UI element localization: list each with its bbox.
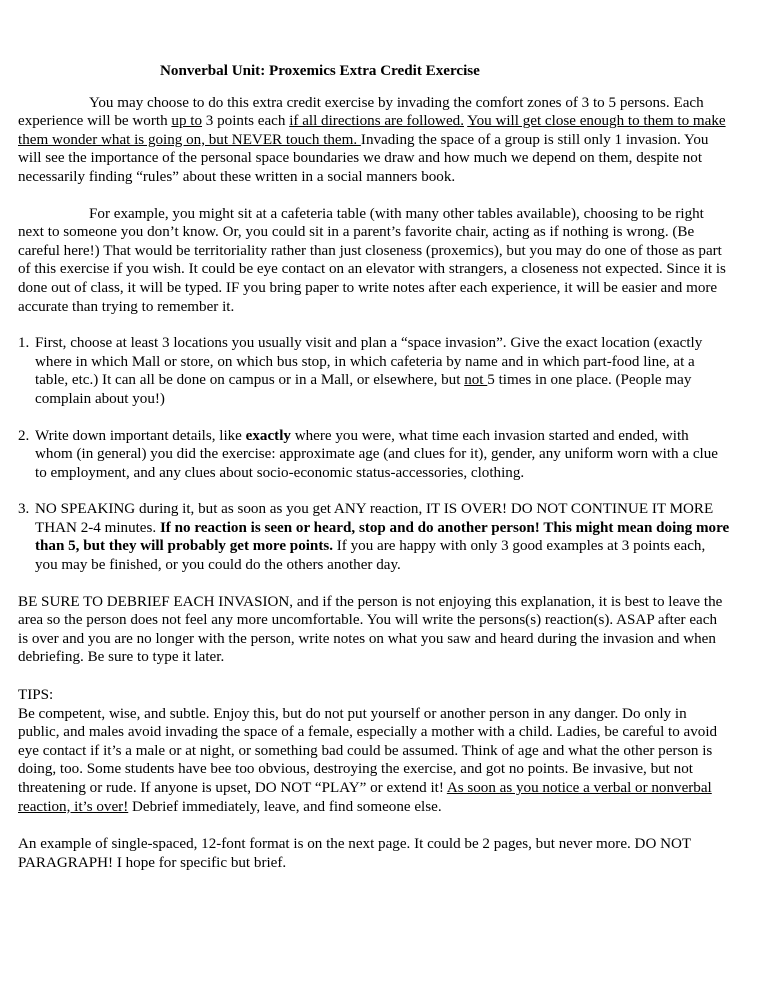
tips-paragraph xyxy=(18,686,730,816)
tips-text-b: Debrief immediately, leave, and find someone else. xyxy=(128,798,442,815)
tips-text-a: Be competent, wise, and subtle. Enjoy this, but do not put yourself or another person in any danger. Do only in public, and males avoid invading the space of a female, especially a mother with a child. Ladies, be careful to avoid eye contact if it’s a male or at night, or something bad could be assumed. Think of age and what the other person is doing, too. Some students have bee too obvious, destroying the exercise, and got no points. Be invasive, but not threatening or rude. If anyone is upset, DO NOT “PLAY” or extend it! xyxy=(18,705,718,796)
item2-bold-exactly: exactly xyxy=(245,427,291,444)
item3-text-a: NO SPEAKING during it, but as soon as you get ANY reaction, IT IS OVER! DO NOT CONTINUE IT MORE THAN 2-4 minutes. xyxy=(35,501,714,536)
list-item-1 xyxy=(18,334,730,408)
intro-text-d: Invading the space of a group is still only 1 invasion. You will see the importance of the personal space boundaries we draw and how much we depend on them, despite not necessarily finding “rules” about these written in a social manners book. xyxy=(18,131,709,185)
list-item-text xyxy=(35,500,730,574)
intro-paragraph xyxy=(18,94,730,187)
intro-underline-directions: if all directions are followed. xyxy=(289,113,464,130)
list-item-text xyxy=(35,427,730,483)
intro-text-a: You may choose to do this extra credit exercise by invading the comfort zones of 3 to 5 persons. Each experience will be worth xyxy=(18,94,704,130)
item3-text-b: If you are happy with only 3 good examples at 3 points each, you may be finished, or you could do the others another day. xyxy=(35,538,706,574)
intro-text-b: 3 points each xyxy=(202,113,290,130)
list-item-3 xyxy=(18,500,730,574)
item1-underline-not: not xyxy=(464,372,488,389)
format-paragraph: An example of single-spaced, 12-font format is on the next page. It could be 2 pages, but never more. DO NOT PARAGRAPH! I hope for specific but brief. xyxy=(18,836,691,871)
document-title: Nonverbal Unit: Proxemics Extra Credit Exercise xyxy=(160,63,480,79)
intro-underline-never-touch: You will get close enough to them to make them wonder what is going on, but NEVER touch them. xyxy=(18,113,726,148)
intro-underline-up-to: up to xyxy=(171,113,203,130)
item1-text-a: First, choose at least 3 locations you usually visit and plan a “space invasion”. Give the exact location (exactly where in which Mall or store, on which bus stop, in which cafeteria by name and in which part-food line, at a table, etc.) It can all be done on campus or in a Mall, or elsewhere, but xyxy=(35,335,703,389)
list-item-text xyxy=(35,334,730,408)
example-paragraph: For example, you might sit at a cafeteria table (with many other tables available), choosing to be right next to someone you don’t know. Or, you could sit in a parent’s favorite chair, acting as if nothing is wrong. (Be careful here!) That would be territoriality rather than just closeness (proxemics), but you may do one of those as part of this exercise if you wish. It could be eye contact on an elevator with strangers, a closeness not expected. Since it is done out of class, it will be typed. IF you bring paper to write notes after each experience, it will be easier and more accurate than trying to remember it. xyxy=(18,205,726,315)
tips-heading: TIPS: xyxy=(18,687,54,704)
item2-text-a: Write down important details, like xyxy=(35,427,246,444)
list-item-2 xyxy=(18,427,730,483)
list-number: 2. xyxy=(18,427,30,444)
item2-text-b: where you were, what time each invasion started and ended, with whom (in general) you did the exercise: approximate age (and clues for it), gender, any uniform worn with a clue to employment, and any clues about socio-economic status-accessories, clothing. xyxy=(35,427,718,481)
list-number: 3. xyxy=(18,501,30,518)
item3-bold-text: If no reaction is seen or heard, stop and do another person! This might mean doing more than 5, but they will probably get more points. xyxy=(35,519,730,555)
tips-underline-reaction: As soon as you notice a verbal or nonverbal reaction, it’s over! xyxy=(18,780,712,815)
item1-text-b: 5 times in one place. (People may complain about you!) xyxy=(35,372,692,407)
document-page xyxy=(18,62,730,890)
list-number: 1. xyxy=(18,335,30,352)
debrief-paragraph: BE SURE TO DEBRIEF EACH INVASION, and if the person is not enjoying this explanation, it is best to leave the area so the person does not feel any more uncomfortable. You will write the persons(s) reaction(s). ASAP after each is over and you are no longer with the person, write notes on what you saw and heard during the invasion and when debriefing. Be sure to type it later. xyxy=(18,593,723,666)
